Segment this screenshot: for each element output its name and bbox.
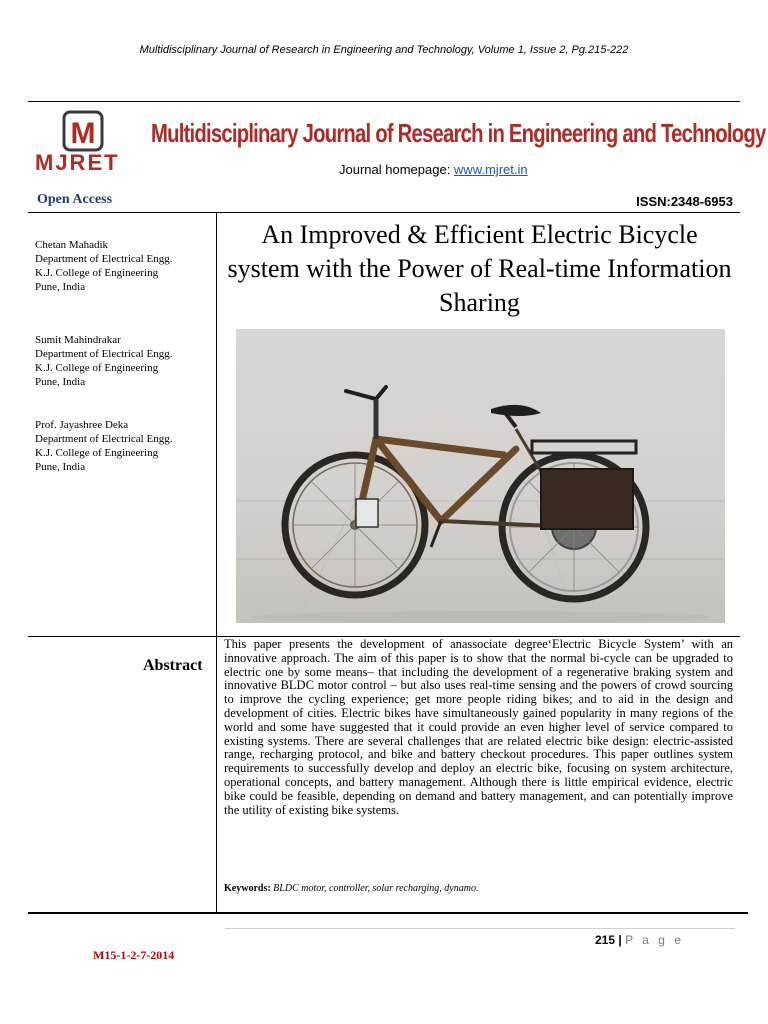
author-name: Prof. Jayashree Deka (35, 419, 129, 431)
author-location: Pune, India (35, 376, 86, 388)
keywords (224, 883, 478, 894)
manuscript-code: M15-1-2-7-2014 (93, 948, 175, 962)
author-block-1 (35, 238, 210, 294)
column-divider (216, 213, 217, 913)
author-college: K.J. College of Engineering (35, 362, 159, 374)
page-separator: | (615, 933, 626, 947)
author-block-2 (35, 333, 210, 389)
electric-bicycle-image (236, 329, 725, 623)
footer-rule (225, 928, 735, 929)
issn: ISSN:2348-6953 (636, 194, 733, 209)
page-number (595, 933, 684, 947)
page-label: P a g e (625, 933, 684, 947)
journal-homepage (339, 162, 528, 177)
running-header: Multidisciplinary Journal of Research in Engineering and Technology, Volume 1, Issue 2, Pg.215-222 (139, 44, 629, 56)
abstract-bottom-rule (28, 912, 748, 914)
paper-title: An Improved & Efficient Electric Bicycle system with the Power of Real-time Information Sharing (227, 220, 732, 317)
abstract-body: This paper presents the development of anassociate degree‘Electric Bicycle System’ with an innovative approach. The aim of this paper is to show that the normal bi-cycle can be upgraded to electric one by some means– that including the development of a regenerative braking system and innovative BLDC motor control – but also uses real-time sensing and the powers of crowd sourcing to improve the cycling experience; get more people riding bikes; and to aid in the design and development of cities. Electric bikes have simultaneously gained popularity in many regions of the world and some have suggested that it could provide an even higher level of service compared to existing systems. There are several challenges that are related electric bike design: electric-assisted range, recharging protocol, and bike and battery checkout procedures. This paper outlines system requirements to successfully develop and deploy an electric bike, focusing on system architecture, operational concepts, and battery management. Although there is little empirical evidence, electric bike could be feasible, depending on demand and battery management, and can potentially improve the utility of existing bike systems. (224, 637, 733, 817)
author-name: Chetan Mahadik (35, 239, 109, 251)
abstract-heading: Abstract (143, 657, 203, 674)
author-dept: Department of Electrical Engg. (35, 253, 173, 265)
top-rule (28, 101, 740, 102)
keywords-label: Keywords: (224, 883, 271, 894)
author-block-3 (35, 418, 210, 474)
homepage-label: Journal homepage: (339, 162, 454, 177)
homepage-link[interactable]: www.mjret.in (453, 162, 528, 177)
header-rule (28, 212, 740, 213)
logo-mark-icon (35, 110, 135, 155)
bicycle-photo (236, 329, 725, 623)
author-location: Pune, India (35, 281, 86, 293)
author-dept: Department of Electrical Engg. (35, 348, 173, 360)
author-college: K.J. College of Engineering (35, 267, 159, 279)
page-number-value: 215 (595, 933, 616, 947)
journal-title: Multidisciplinary Journal of Research in Engineering and Technology (151, 118, 766, 148)
author-college: K.J. College of Engineering (35, 447, 159, 459)
open-access-label: Open Access (37, 192, 113, 207)
logo-text: MJRET (35, 150, 120, 175)
keywords-text: BLDC motor, controller, solar recharging, dynamo. (270, 883, 479, 894)
author-dept: Department of Electrical Engg. (35, 433, 173, 445)
svg-text:M: M (70, 117, 96, 150)
author-location: Pune, India (35, 461, 86, 473)
author-name: Sumit Mahindrakar (35, 334, 121, 346)
